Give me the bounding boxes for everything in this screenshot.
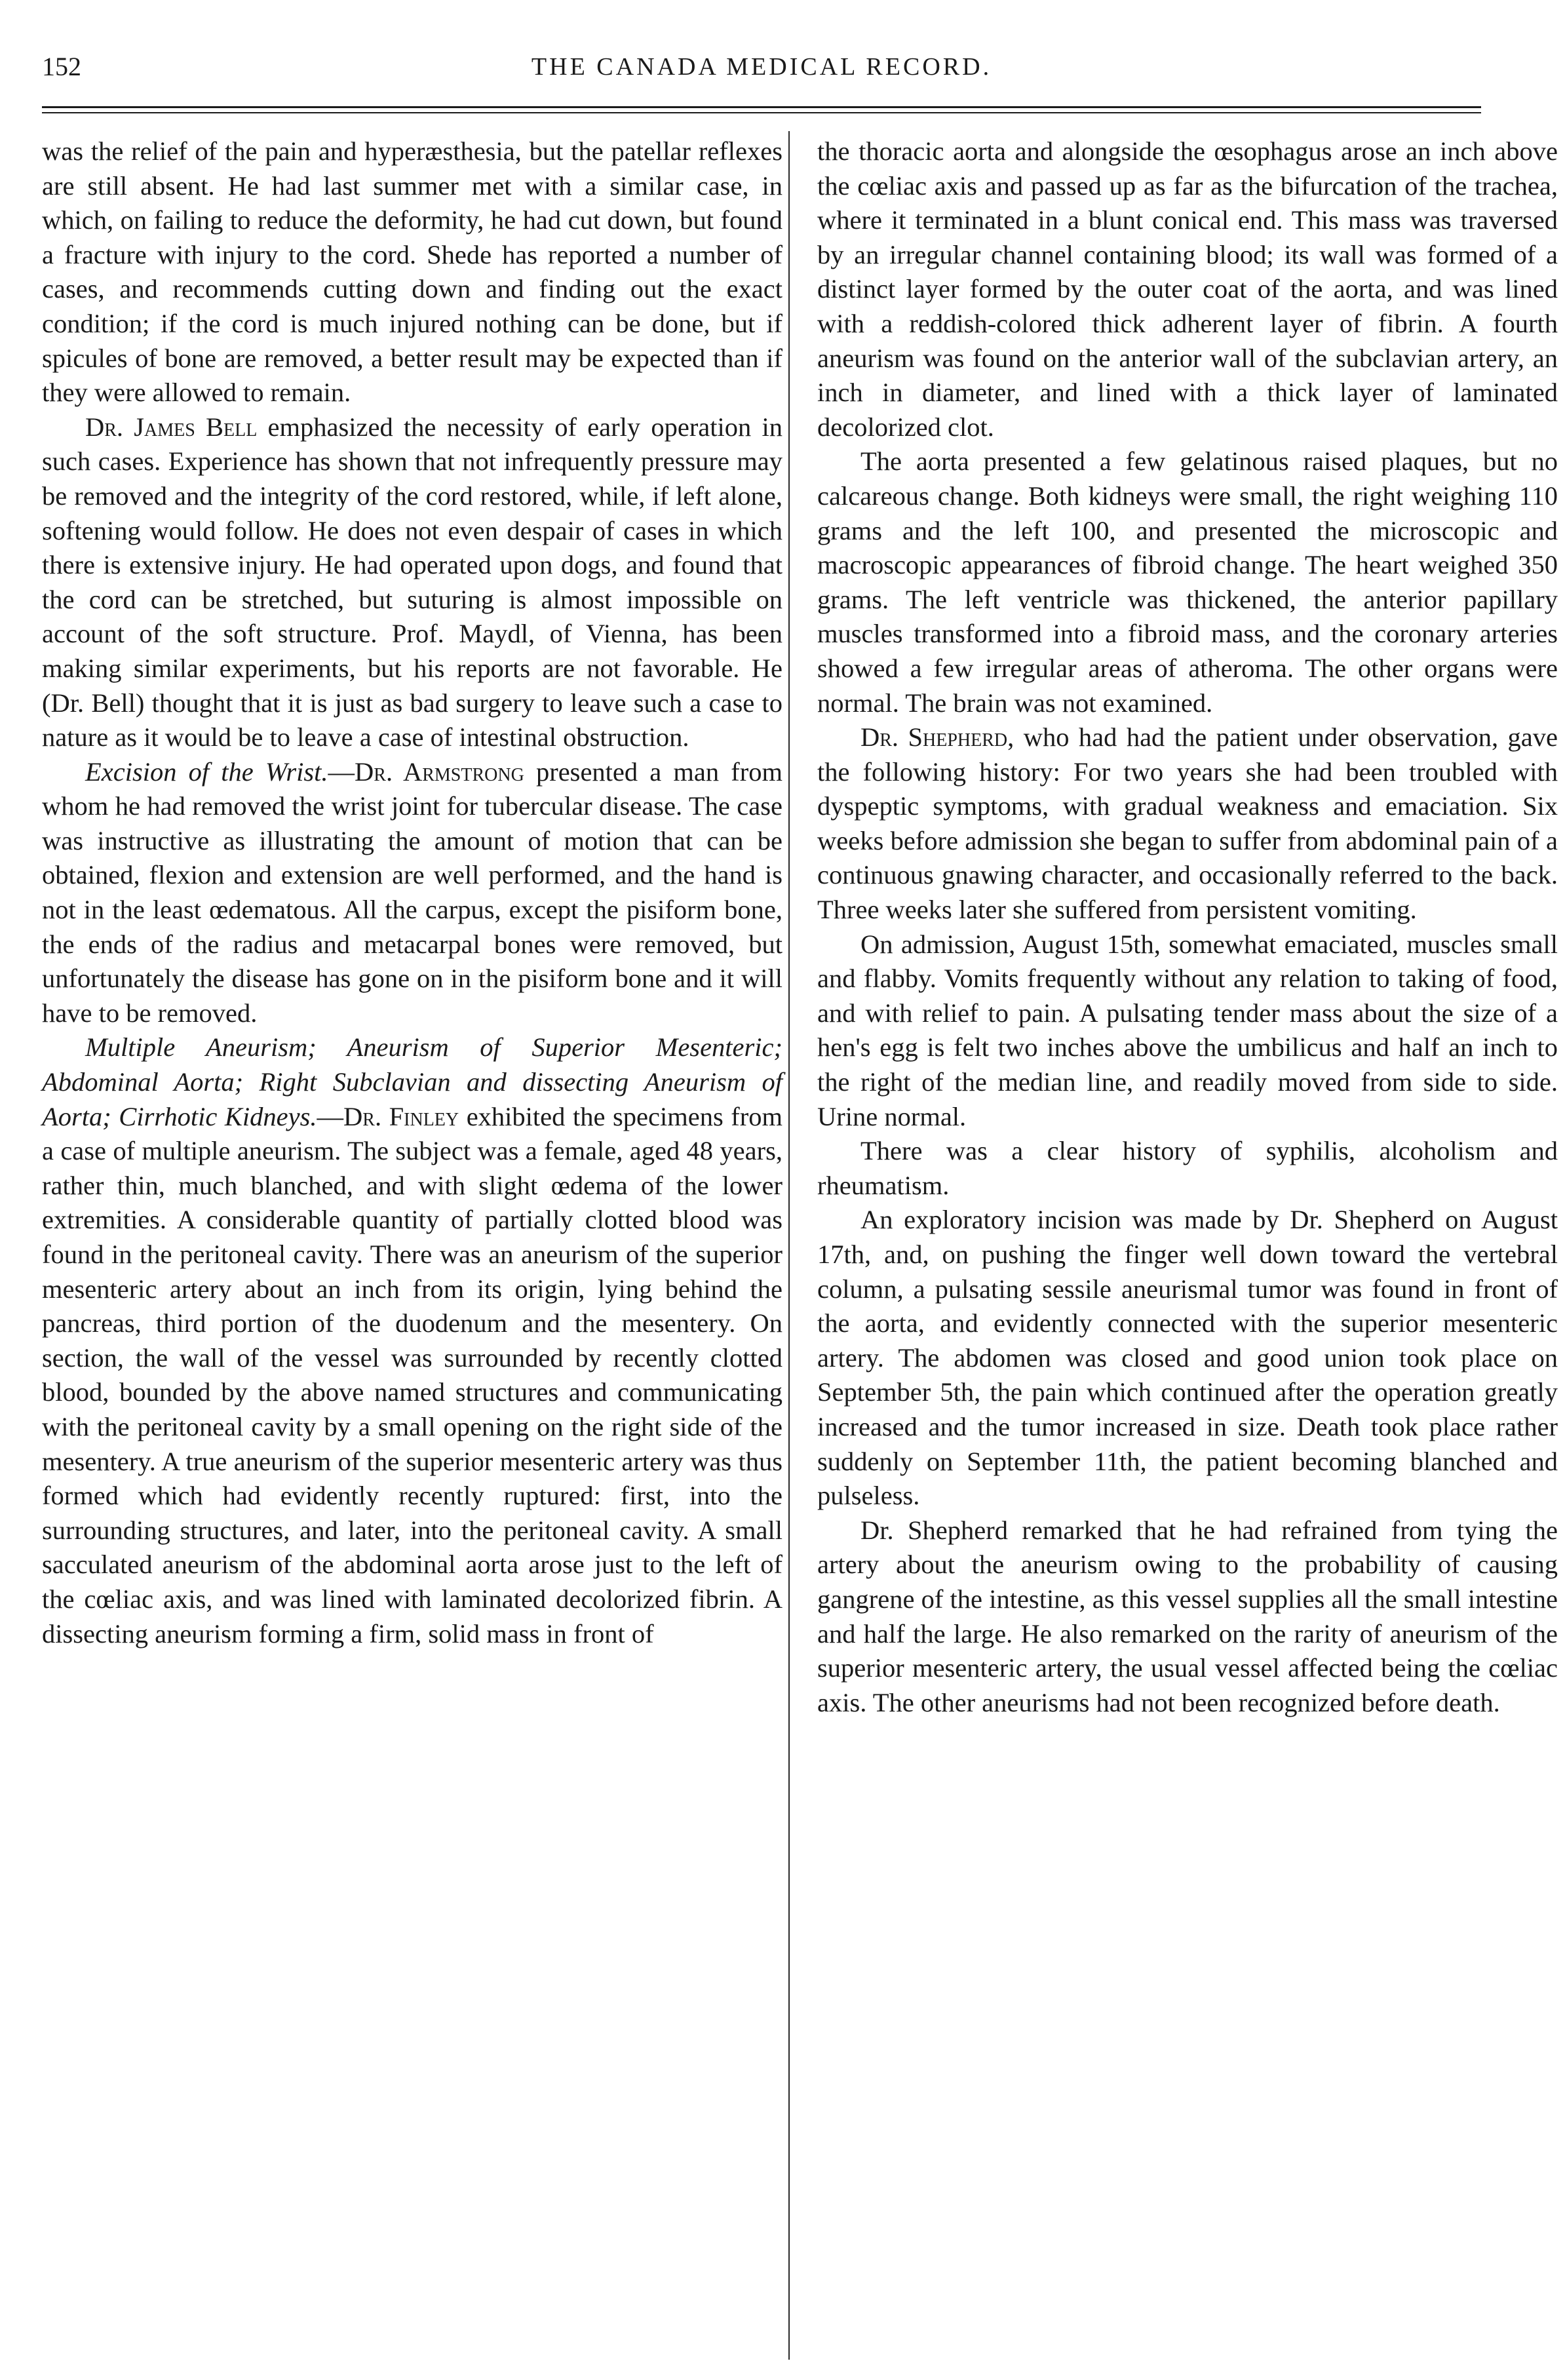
paragraph: On admission, August 15th, somewhat emaciated, muscles small and flabby. Vomits frequently without any relation to taking of food, and with relief to pain. A pulsating tender mass about the size of a hen's egg is felt two inches above the umbilicus and half an inch to the right of the median line, and readily moved from side to side. Urine normal. (817, 929, 1558, 1131)
paragraph: There was a clear history of syphilis, alcoholism and rheumatism. (817, 1136, 1558, 1200)
paragraph (817, 720, 1558, 927)
paragraph: An exploratory incision was made by Dr. Shepherd on August 17th, and, on pushing the finger well down toward the vertebral column, a pulsating sessile aneurismal tumor was found in front of the aorta, and evidently connected with the superior mesenteric artery. The abdomen was closed and good union took place on September 5th, the pain which continued after the operation greatly increased and the tumor increased in size. Death took place rather suddenly on September 11th, the patient becoming blanched and pulseless. (817, 1205, 1558, 1511)
page-number: 152 (42, 52, 81, 81)
column-divider (788, 131, 790, 2360)
speaker-name: Dr. Shepherd (860, 722, 1008, 752)
speaker-name: Dr. Armstrong (355, 756, 524, 787)
section-title: Multiple Aneurism; Aneurism of Superior Mesenteric; Abdominal Aorta; Right Subclavian and dissecting Aneurism of Aorta; Cirrhotic Kidneys. (42, 1032, 783, 1131)
paragraph-text: , who had had the patient under observation, gave the following history: For two years she had been troubled with dyspeptic symptoms, with gradual weakness and emaciation. Six weeks before admission she began to suffer from abdominal pain of a continuous gnawing character, and occasionally referred to the back. Three weeks later she suffered from persistent vomiting. (817, 722, 1558, 925)
paragraph (42, 755, 783, 1031)
right-column (817, 134, 1558, 1720)
em-dash: — (328, 756, 355, 787)
section-title: Excision of the Wrist. (85, 756, 328, 787)
left-column (42, 134, 783, 1651)
speaker-name: Dr. Finley (343, 1101, 459, 1131)
paragraph: Dr. Shepherd remarked that he had refrained from tying the artery about the aneurism owing to the probability of causing gangrene of the intestine, as this vessel supplies all the small intestine and half the large. He also remarked on the rarity of aneurism of the superior mesenteric artery, the usual vessel affected being the cœliac axis. The other aneurisms had not been recognized before death. (817, 1515, 1558, 1717)
speaker-name: Dr. James Bell (85, 412, 258, 442)
running-title: THE CANADA MEDICAL RECORD. (531, 53, 992, 81)
paragraph: the thoracic aorta and alongside the œsophagus arose an inch above the cœliac axis and passed up as far as the bifurcation of the trachea, where it terminated in a blunt conical end. This mass was traversed by an irregular channel containing blood; its wall was formed of a distinct layer formed by the outer coat of the aorta, and was lined with a reddish-colored thick adherent layer of fibrin. A fourth aneurism was found on the anterior wall of the subclavian artery, an inch in diameter, and lined with a thick layer of laminated decolorized clot. (817, 136, 1558, 442)
paragraph (42, 410, 783, 755)
paragraph-text: presented a man from whom he had removed the wrist joint for tubercular disease. The case was instructive as illustrating the amount of motion that can be obtained, flexion and extension are well performed, and the hand is not in the least œdematous. All the carpus, except the pisiform bone, the ends of the radius and metacarpal bones were removed, but unfortunately the disease has gone on in the pisiform bone and it will have to be removed. (42, 756, 783, 1028)
paragraph-text: emphasized the necessity of early operation in such cases. Experience has shown that not infrequently pressure may be removed and the integrity of the cord restored, while, if left alone, softening would follow. He does not even despair of cases in which there is extensive injury. He had operated upon dogs, and found that the cord can be stretched, but suturing is almost impossible on account of the soft structure. Prof. Maydl, of Vienna, has been making similar experiments, but his reports are not favorable. He (Dr. Bell) thought that it is just as bad surgery to leave such a case to nature as it would be to leave a case of intestinal obstruction. (42, 412, 783, 752)
header-rule-thin (42, 112, 1481, 113)
paragraph-text: exhibited the specimens from a case of multiple aneurism. The subject was a female, aged 48 years, rather thin, much blanched, and with slight œdema of the lower extremities. A considerable quantity of partially clotted blood was found in the peritoneal cavity. There was an aneurism of the superior mesenteric artery about an inch from its origin, lying behind the pancreas, third portion of the duodenum and the mesentery. On section, the wall of the vessel was surrounded by recently clotted blood, bounded by the above named structures and communicating with the peritoneal cavity by a small opening on the right side of the mesentery. A true aneurism of the superior mesenteric artery was thus formed which had evidently recently ruptured: first, into the surrounding structures, and later, into the peritoneal cavity. A small sacculated aneurism of the abdominal aorta arose just to the left of the cœliac axis, and was lined with laminated decolorized fibrin. A dissecting aneurism forming a firm, solid mass in front of (42, 1101, 783, 1648)
paragraph: The aorta presented a few gelatinous raised plaques, but no calcareous change. Both kidneys were small, the right weighing 110 grams and the left 100, and presented the microscopic and macroscopic appearances of fibroid change. The heart weighed 350 grams. The left ventricle was thickened, the anterior papillary muscles transformed into a fibroid mass, and the coronary arteries showed a few irregular areas of atheroma. The other organs were normal. The brain was not examined. (817, 446, 1558, 718)
page-header (42, 51, 1481, 90)
header-rule-thick (42, 106, 1481, 108)
paragraph: was the relief of the pain and hyperæsthesia, but the patellar reflexes are still absent. He had last summer met with a similar case, in which, on failing to reduce the deformity, he had cut down, but found a fracture with injury to the cord. Shede has reported a number of cases, and recommends cutting down and finding out the exact condition; if the cord is much injured nothing can be done, but if spicules of bone are removed, a better result may be expected than if they were allowed to remain. (42, 136, 783, 408)
paragraph (42, 1030, 783, 1651)
em-dash: — (317, 1101, 344, 1131)
